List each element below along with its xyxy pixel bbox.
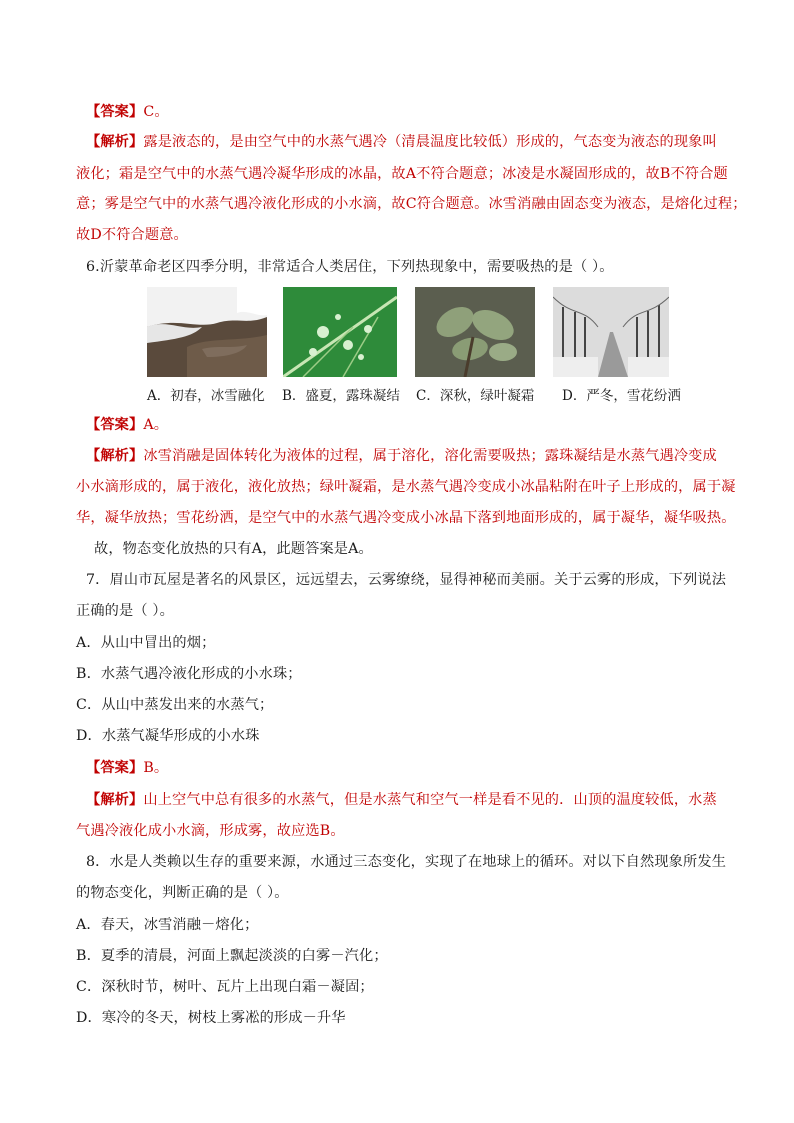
- explanation-q5-line1: [86, 132, 736, 152]
- answer-q5: [86, 102, 736, 122]
- question-7-option-a: A．从山中冒出的烟；: [76, 635, 216, 651]
- caption-c: C．深秋，绿叶凝霜: [416, 388, 535, 404]
- explanation-tag: 【解析】: [86, 792, 144, 808]
- question-7-option-b: B．水蒸气遇冷液化形成的小水珠；: [76, 666, 302, 682]
- explanation-q7-line1: [86, 790, 736, 810]
- question-8-option-a: A．春天，冰雪消融－熔化；: [76, 917, 259, 933]
- explanation-text: 山上空气中总有很多的水蒸气，但是水蒸气和空气一样是看不见的．山顶的温度较低，水蒸: [143, 792, 717, 808]
- explanation-text: 露是液态的，是由空气中的水蒸气遇冷（清晨温度比较低）形成的，气态变为液态的现象叫: [143, 134, 717, 150]
- question-7-option-c: C．从山中蒸发出来的水蒸气；: [76, 697, 274, 713]
- explanation-q6-line4: 故，物态变化放热的只有A，此题答案是A。: [94, 541, 373, 557]
- explanation-q5-line4: 故D不符合题意。: [76, 227, 188, 243]
- caption-d: D．严冬，雪花纷洒: [562, 388, 681, 404]
- question-7-line2: 正确的是（ ）。: [76, 603, 174, 619]
- explanation-q6-line3: 华，凝华放热；雪花纷洒，是空气中的水蒸气遇冷变成小冰晶下落到地面形成的，属于凝华，凝华吸热。: [76, 510, 736, 526]
- question-6-images: [147, 287, 687, 377]
- question-7-option-d: D．水蒸气凝华形成的小水珠: [76, 728, 260, 744]
- question-8-line2: 的物态变化，判断正确的是（ ）。: [76, 885, 289, 901]
- answer-tag: 【答案】: [86, 417, 144, 433]
- frost-leaves-image: [415, 287, 535, 377]
- question-8-option-d: D．寒冷的冬天，树枝上雾凇的形成－升华: [76, 1010, 346, 1026]
- answer-tag: 【答案】: [86, 760, 144, 776]
- answer-tag: 【答案】: [86, 104, 144, 120]
- explanation-q5-line2: 液化；霜是空气中的水蒸气遇冷凝华形成的冰晶，故A不符合题意；冰凌是水凝固形成的，故B不符合题: [76, 166, 728, 182]
- question-8-line1: 8．水是人类赖以生存的重要来源，水通过三态变化，实现了在地球上的循环。对以下自然现象所发生: [86, 854, 727, 870]
- explanation-q5-line3: 意；雾是空气中的水蒸气遇冷液化形成的小水滴，故C符合题意。冰雪消融由固态变为液态，是熔化过程；: [76, 196, 747, 212]
- explanation-tag: 【解析】: [86, 448, 144, 464]
- answer-q7: [86, 758, 736, 778]
- answer-text: B。: [143, 760, 169, 776]
- question-7-line1: 7．眉山市瓦屋是著名的风景区，远远望去，云雾缭绕，显得神秘而美丽。关于云雾的形成，下列说法: [86, 572, 727, 588]
- explanation-q7-line2: 气遇冷液化成小水滴，形成雾，故应选B。: [76, 823, 345, 839]
- question-8-option-c: C．深秋时节，树叶、瓦片上出现白霜－凝固；: [76, 979, 374, 995]
- answer-text: C。: [143, 104, 169, 120]
- caption-a: A．初春，冰雪融化: [147, 388, 265, 404]
- answer-q6: [86, 415, 736, 435]
- dew-leaf-image: [283, 287, 397, 377]
- caption-b: B．盛夏，露珠凝结: [282, 388, 400, 404]
- melting-snow-image: [147, 287, 267, 377]
- explanation-q6-line2: 小水滴形成的，属于液化，液化放热；绿叶凝霜，是水蒸气遇冷变成小冰晶粘附在叶子上形成的，属于凝: [76, 479, 736, 495]
- question-8-option-b: B．夏季的清晨，河面上飘起淡淡的白雾－汽化；: [76, 948, 388, 964]
- answer-text: A。: [143, 417, 169, 433]
- snowy-avenue-image: [553, 287, 669, 377]
- explanation-text: 冰雪消融是固体转化为液体的过程，属于溶化，溶化需要吸热；露珠凝结是水蒸气遇冷变成: [143, 448, 717, 464]
- question-6-stem: 6.沂蒙革命老区四季分明，非常适合人类居住，下列热现象中，需要吸热的是（ ）。: [86, 259, 614, 275]
- explanation-tag: 【解析】: [86, 134, 144, 150]
- explanation-q6-line1: [86, 446, 736, 466]
